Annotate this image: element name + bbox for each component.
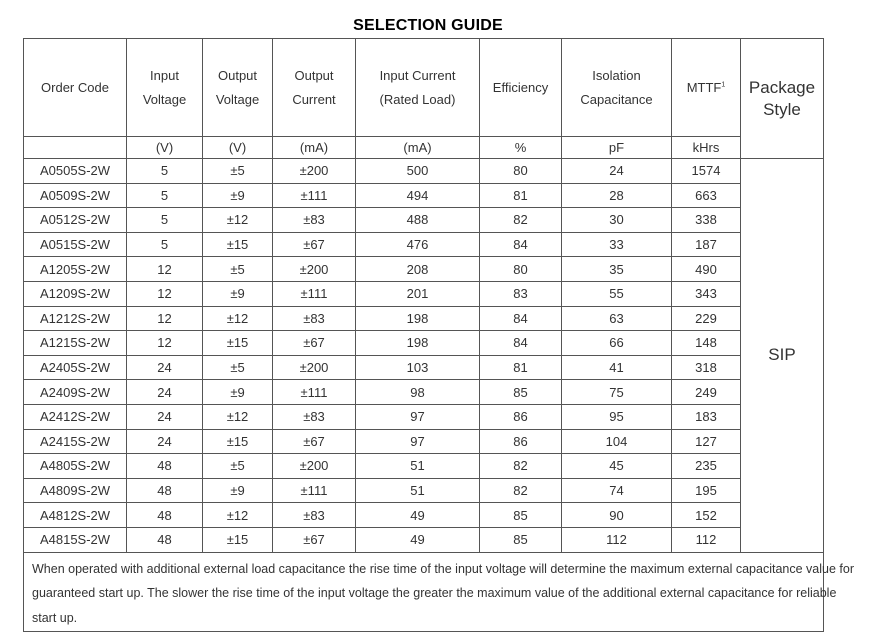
cell-efficiency: 85 — [480, 380, 562, 405]
table-row — [24, 281, 824, 306]
cell-order-code: A4805S-2W — [24, 454, 127, 479]
cell-isolation-capacitance: 75 — [562, 380, 672, 405]
cell-mttf: 490 — [672, 257, 741, 282]
cell-output-voltage: ±12 — [203, 404, 273, 429]
cell-output-voltage: ±12 — [203, 503, 273, 528]
cell-isolation-capacitance: 35 — [562, 257, 672, 282]
cell-mttf: 127 — [672, 429, 741, 454]
cell-output-current: ±83 — [273, 306, 356, 331]
cell-mttf: 148 — [672, 331, 741, 356]
note-text: When operated with additional external load capacitance the rise time of the input voltage will determine the maximum external capacitance value for guaranteed start up. The slower the rise time of the input voltage the greater the maximum value of the additional external capacitance for reliable start up. — [32, 561, 854, 625]
cell-input-current: 49 — [356, 527, 480, 552]
cell-efficiency: 82 — [480, 478, 562, 503]
cell-order-code: A4815S-2W — [24, 527, 127, 552]
cell-output-current: ±200 — [273, 159, 356, 184]
cell-efficiency: 80 — [480, 257, 562, 282]
cell-output-voltage: ±15 — [203, 429, 273, 454]
cell-order-code: A2409S-2W — [24, 380, 127, 405]
cell-efficiency: 81 — [480, 183, 562, 208]
cell-output-current: ±67 — [273, 232, 356, 257]
cell-input-voltage: 5 — [127, 208, 203, 233]
cell-input-current: 198 — [356, 331, 480, 356]
cell-mttf: 183 — [672, 404, 741, 429]
cell-isolation-capacitance: 95 — [562, 404, 672, 429]
units-row — [24, 137, 824, 159]
cell-output-current: ±67 — [273, 527, 356, 552]
page-title: SELECTION GUIDE — [353, 17, 503, 34]
cell-input-current: 488 — [356, 208, 480, 233]
cell-isolation-capacitance: 41 — [562, 355, 672, 380]
cell-output-current: ±83 — [273, 503, 356, 528]
cell-input-current: 494 — [356, 183, 480, 208]
cell-order-code: A0505S-2W — [24, 159, 127, 184]
units-cell: (V) — [127, 137, 203, 159]
table-row — [24, 355, 824, 380]
cell-output-voltage: ±15 — [203, 527, 273, 552]
cell-input-current: 51 — [356, 478, 480, 503]
cell-order-code: A2415S-2W — [24, 429, 127, 454]
cell-input-voltage: 12 — [127, 306, 203, 331]
cell-efficiency: 84 — [480, 232, 562, 257]
table-row — [24, 232, 824, 257]
units-cell: kHrs — [672, 137, 741, 159]
cell-input-current: 103 — [356, 355, 480, 380]
cell-order-code: A0509S-2W — [24, 183, 127, 208]
table-row — [24, 503, 824, 528]
cell-efficiency: 85 — [480, 503, 562, 528]
cell-order-code: A1215S-2W — [24, 331, 127, 356]
header-efficiency: Efficiency — [480, 39, 562, 137]
units-cell: pF — [562, 137, 672, 159]
units-cell-blank — [24, 137, 127, 159]
cell-input-voltage: 48 — [127, 527, 203, 552]
table-row — [24, 159, 824, 184]
cell-efficiency: 82 — [480, 208, 562, 233]
cell-input-current: 201 — [356, 281, 480, 306]
header-input-voltage: Input Voltage — [127, 39, 203, 137]
units-cell: (mA) — [273, 137, 356, 159]
cell-output-voltage: ±9 — [203, 281, 273, 306]
cell-input-voltage: 24 — [127, 404, 203, 429]
cell-input-voltage: 24 — [127, 380, 203, 405]
cell-output-voltage: ±5 — [203, 454, 273, 479]
cell-isolation-capacitance: 63 — [562, 306, 672, 331]
cell-input-voltage: 5 — [127, 159, 203, 184]
cell-efficiency: 86 — [480, 429, 562, 454]
cell-order-code: A4812S-2W — [24, 503, 127, 528]
cell-input-current: 208 — [356, 257, 480, 282]
cell-isolation-capacitance: 104 — [562, 429, 672, 454]
cell-isolation-capacitance: 74 — [562, 478, 672, 503]
cell-mttf: 152 — [672, 503, 741, 528]
note-cell — [24, 552, 854, 631]
header-order-code: Order Code — [24, 39, 127, 137]
cell-mttf: 318 — [672, 355, 741, 380]
cell-output-current: ±200 — [273, 355, 356, 380]
header-input-current: Input Current (Rated Load) — [356, 39, 480, 137]
cell-input-current: 98 — [356, 380, 480, 405]
cell-output-voltage: ±9 — [203, 380, 273, 405]
table-row — [24, 527, 824, 552]
cell-isolation-capacitance: 66 — [562, 331, 672, 356]
cell-order-code: A2412S-2W — [24, 404, 127, 429]
cell-input-voltage: 48 — [127, 478, 203, 503]
cell-output-current: ±111 — [273, 281, 356, 306]
cell-output-voltage: ±5 — [203, 257, 273, 282]
cell-isolation-capacitance: 90 — [562, 503, 672, 528]
cell-mttf: 235 — [672, 454, 741, 479]
header-mttf: MTTF$^1$ — [672, 39, 741, 137]
header-package-style: Package Style — [741, 39, 824, 159]
cell-order-code: A2405S-2W — [24, 355, 127, 380]
cell-input-voltage: 5 — [127, 232, 203, 257]
cell-output-current: ±67 — [273, 331, 356, 356]
cell-isolation-capacitance: 30 — [562, 208, 672, 233]
cell-efficiency: 81 — [480, 355, 562, 380]
cell-output-voltage: ±9 — [203, 183, 273, 208]
cell-input-current: 500 — [356, 159, 480, 184]
cell-efficiency: 86 — [480, 404, 562, 429]
cell-order-code: A0512S-2W — [24, 208, 127, 233]
units-cell: % — [480, 137, 562, 159]
cell-output-current: ±111 — [273, 380, 356, 405]
table-row — [24, 380, 824, 405]
cell-output-current: ±111 — [273, 478, 356, 503]
cell-input-current: 476 — [356, 232, 480, 257]
cell-output-current: ±111 — [273, 183, 356, 208]
cell-efficiency: 80 — [480, 159, 562, 184]
cell-mttf: 338 — [672, 208, 741, 233]
table-body — [24, 159, 824, 553]
cell-input-voltage: 12 — [127, 281, 203, 306]
cell-isolation-capacitance: 24 — [562, 159, 672, 184]
cell-isolation-capacitance: 28 — [562, 183, 672, 208]
units-cell: (mA) — [356, 137, 480, 159]
cell-mttf: 195 — [672, 478, 741, 503]
cell-efficiency: 84 — [480, 306, 562, 331]
cell-mttf: 249 — [672, 380, 741, 405]
cell-input-voltage: 48 — [127, 503, 203, 528]
cell-output-voltage: ±5 — [203, 159, 273, 184]
cell-output-current: ±200 — [273, 454, 356, 479]
table-row — [24, 183, 824, 208]
cell-input-current: 49 — [356, 503, 480, 528]
selection-guide-table — [23, 38, 854, 632]
table-row — [24, 454, 824, 479]
cell-output-current: ±200 — [273, 257, 356, 282]
cell-output-voltage: ±9 — [203, 478, 273, 503]
cell-efficiency: 83 — [480, 281, 562, 306]
cell-order-code: A0515S-2W — [24, 232, 127, 257]
header-row — [24, 39, 824, 137]
cell-efficiency: 85 — [480, 527, 562, 552]
cell-mttf: 112 — [672, 527, 741, 552]
cell-isolation-capacitance: 112 — [562, 527, 672, 552]
cell-input-voltage: 12 — [127, 257, 203, 282]
note-row — [24, 552, 824, 631]
cell-input-current: 198 — [356, 306, 480, 331]
table-row — [24, 331, 824, 356]
cell-output-voltage: ±12 — [203, 208, 273, 233]
units-cell: (V) — [203, 137, 273, 159]
table-row — [24, 429, 824, 454]
cell-isolation-capacitance: 55 — [562, 281, 672, 306]
cell-efficiency: 82 — [480, 454, 562, 479]
cell-order-code: A1212S-2W — [24, 306, 127, 331]
cell-isolation-capacitance: 33 — [562, 232, 672, 257]
cell-input-voltage: 48 — [127, 454, 203, 479]
cell-efficiency: 84 — [480, 331, 562, 356]
cell-input-voltage: 24 — [127, 355, 203, 380]
cell-mttf: 229 — [672, 306, 741, 331]
package-style-cell: SIP — [741, 159, 824, 553]
cell-order-code: A1205S-2W — [24, 257, 127, 282]
cell-input-current: 97 — [356, 404, 480, 429]
cell-input-voltage: 12 — [127, 331, 203, 356]
header-output-current: Output Current — [273, 39, 356, 137]
cell-order-code: A1209S-2W — [24, 281, 127, 306]
table-row — [24, 208, 824, 233]
cell-input-current: 97 — [356, 429, 480, 454]
cell-output-current: ±67 — [273, 429, 356, 454]
table-row — [24, 257, 824, 282]
cell-output-voltage: ±15 — [203, 331, 273, 356]
header-isolation-capacitance: Isolation Capacitance — [562, 39, 672, 137]
table-row — [24, 478, 824, 503]
table-row — [24, 404, 824, 429]
cell-output-voltage: ±5 — [203, 355, 273, 380]
cell-output-current: ±83 — [273, 404, 356, 429]
cell-output-voltage: ±12 — [203, 306, 273, 331]
header-output-voltage: Output Voltage — [203, 39, 273, 137]
cell-mttf: 663 — [672, 183, 741, 208]
cell-mttf: 187 — [672, 232, 741, 257]
cell-order-code: A4809S-2W — [24, 478, 127, 503]
cell-input-voltage: 24 — [127, 429, 203, 454]
cell-mttf: 1574 — [672, 159, 741, 184]
cell-input-current: 51 — [356, 454, 480, 479]
cell-isolation-capacitance: 45 — [562, 454, 672, 479]
table-row — [24, 306, 824, 331]
cell-output-current: ±83 — [273, 208, 356, 233]
cell-input-voltage: 5 — [127, 183, 203, 208]
cell-output-voltage: ±15 — [203, 232, 273, 257]
cell-mttf: 343 — [672, 281, 741, 306]
